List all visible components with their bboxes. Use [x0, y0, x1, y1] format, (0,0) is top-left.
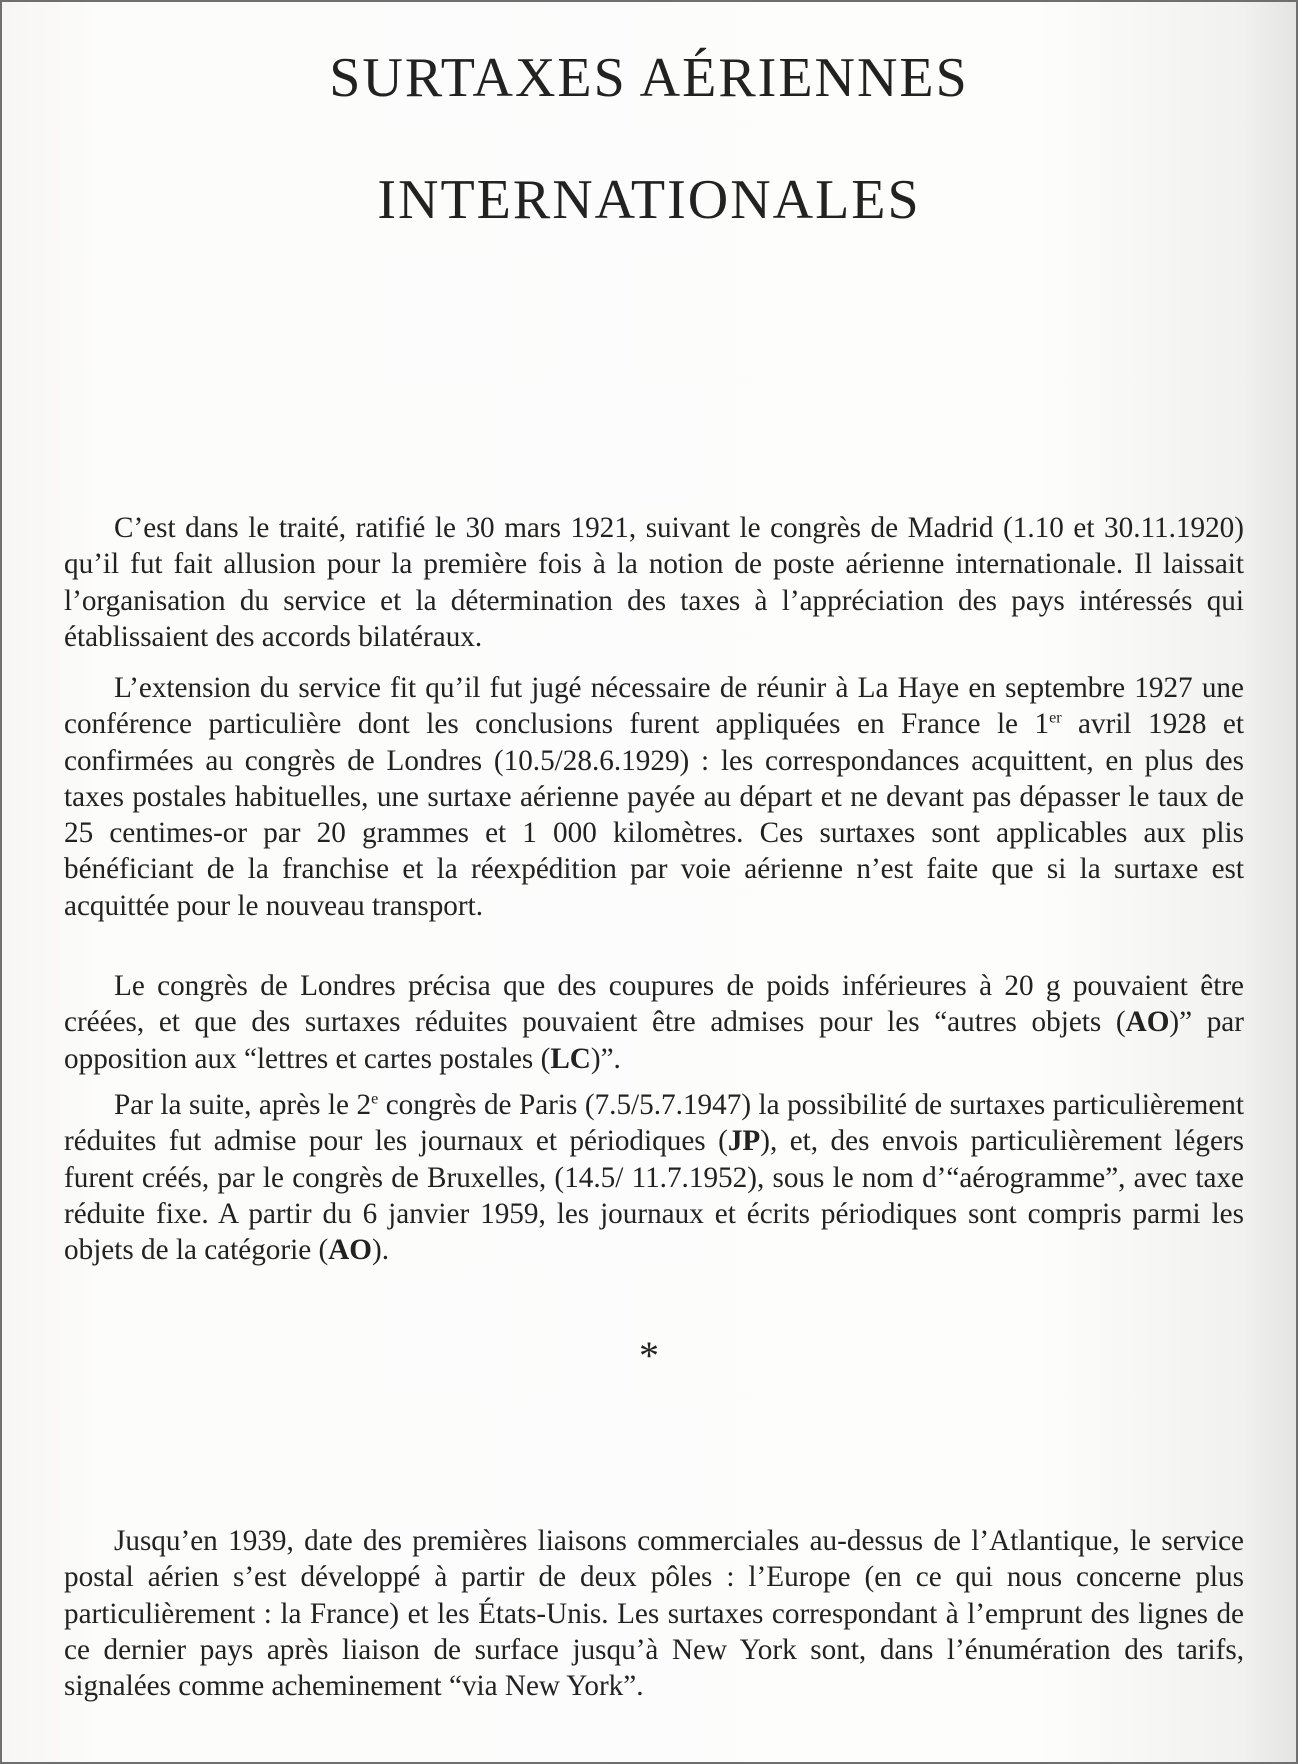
category-code-jp: JP	[727, 1125, 761, 1158]
page-title-line-1: SURTAXES AÉRIENNES	[329, 47, 969, 109]
paragraph-4-text-a: Par la suite, après le 2	[114, 1089, 372, 1121]
paragraph-3-text-b: )” par opposition aux “lettres et cartes postales (	[64, 1006, 1244, 1075]
paragraph-5-text: Jusqu’en 1939, date des premières liaisons commerciales au-dessus de l’Atlantique, le service postal aérien s’est développé à partir de deux pôles : l’Europe (en ce qui nous concerne plus particulièrement : la France) et les États-Unis. Les surtaxes correspondant à l’emprunt des lignes de ce dernier pays après liaison de surface jusqu’à New York sont, dans l’énumération des tarifs, signalées comme acheminement “via New York”.	[64, 1525, 1244, 1703]
paragraph-3	[64, 968, 1244, 1077]
paragraph-1-text: C’est dans le traité, ratifié le 30 mars 1921, suivant le congrès de Madrid (1.10 et 30.11.1920) qu’il fut fait allusion pour la première fois à la notion de poste aérienne internationale. Il laissait l’organisation du service et la détermination des taxes à l’appréciation des pays intéressés qui établissaient des accords bilatéraux.	[64, 512, 1244, 653]
paragraph-3-text-c: )”.	[590, 1042, 621, 1075]
paragraph-4-text-d: ).	[371, 1234, 389, 1267]
ordinal-superscript: er	[1049, 709, 1062, 727]
ordinal-superscript: e	[371, 1090, 379, 1108]
paragraph-3-text-a: Le congrès de Londres précisa que des coupures de poids inférieures à 20 g pouvaient être créées, et que des surtaxes réduites pouvaient être admises pour les “autres objets (	[64, 970, 1244, 1039]
paragraph-2-text-b: avril 1928 et confirmées au congrès de Londres (10.5/28.6.1929) : les correspondances acquittent, en plus des taxes postales habituelles, une surtaxe aérienne payée au départ et ne devant pas dépasser le taux de 25 centimes-or par 20 grammes et 1 000 kilomètres. Ces surtaxes sont applicables aux plis bénéficiant de la franchise et la réexpédition par voie aérienne n’est faite que si la surtaxe est acquittée pour le nouveau transport.	[64, 708, 1244, 922]
paragraph-5	[64, 1523, 1244, 1704]
paragraph-4-text-b: congrès de Paris (7.5/5.7.1947) la possibilité de surtaxes particulièrement réduites fut admise pour les journaux et périodiques (	[64, 1089, 1244, 1158]
category-code-ao: AO	[1125, 1006, 1170, 1039]
paragraph-4	[64, 1087, 1244, 1268]
section-separator: *	[639, 1333, 659, 1378]
paragraph-2-text-a: L’extension du service fit qu’il fut jugé nécessaire de réunir à La Haye en septembre 1927 une conférence particulière dont les conclusions furent appliquées en France le 1	[64, 672, 1244, 741]
paragraph-4-text-c: ), et, des envois particulièrement légers furent créés, par le congrès de Bruxelles, (14.5/ 11.7.1952), sous le nom d’“aérogramme”, avec taxe réduite fixe. A partir du 6 janvier 1959, les journaux et écrits périodiques sont compris parmi les objets de la catégorie (	[64, 1125, 1244, 1267]
paragraph-1	[64, 510, 1244, 655]
paragraph-2	[64, 670, 1244, 924]
page-title-line-2: INTERNATIONALES	[377, 169, 921, 231]
category-code-ao: AO	[328, 1234, 372, 1267]
category-code-lc: LC	[550, 1042, 591, 1075]
